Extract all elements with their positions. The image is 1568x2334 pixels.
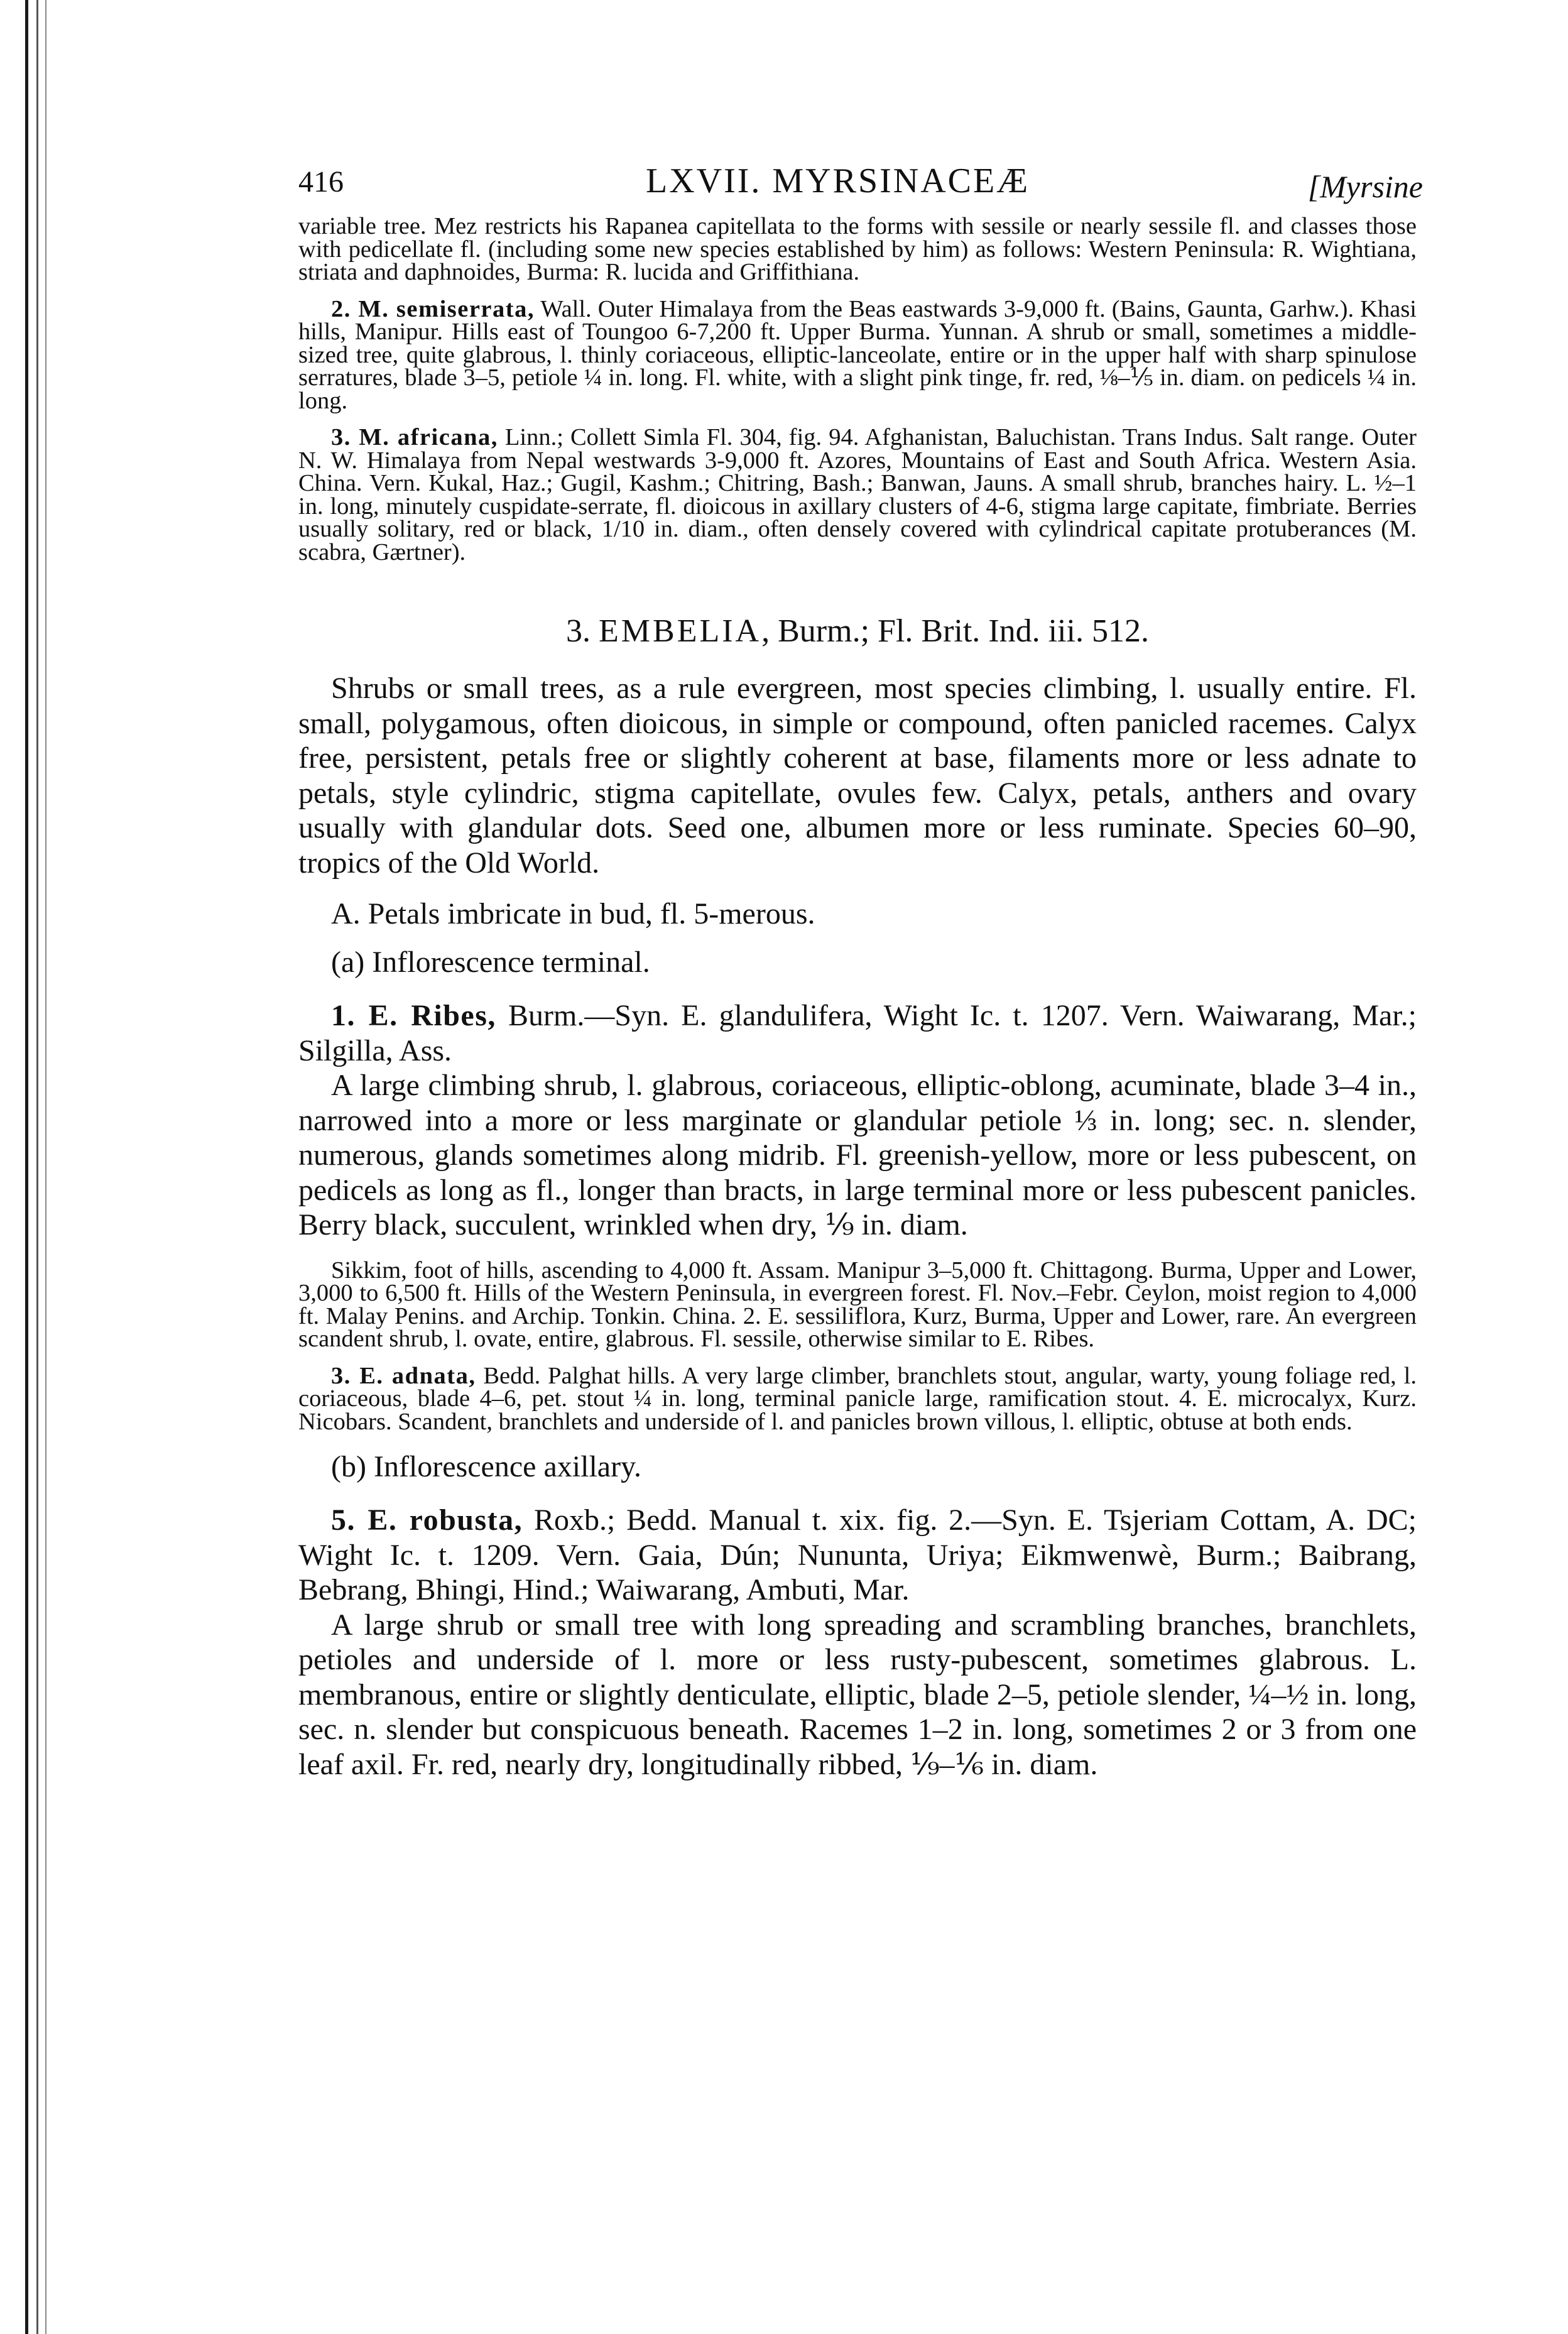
species-distribution-embelia-ribes: Sikkim, foot of hills, ascending to 4,000 ft. Assam. Manipur 3–5,000 ft. Chittagong. Burma, Upper and Lower, 3,000 to 6,500 ft. Hills of the Western Peninsula, in evergreen forest. Fl. Nov.–Febr. Ceylon, moist region to 4,000 ft. Malay Penins. and Archip. Tonkin. China. 2. E. sessiliflora, Kurz, Burma, Upper and Lower, rare. An evergreen scandent shrub, l. ovate, entire, glabrous. Fl. sessile, otherwise similar to E. Ribes. bbox=[298, 1257, 1417, 1352]
running-genus: [Myrsine bbox=[1307, 169, 1423, 204]
species-synonymy: Burm.—Syn. E. glandulifera, Wight Ic. t. 1207. Vern. Waiwarang, Mar.; Silgilla, Ass. bbox=[298, 999, 1417, 1067]
page-body bbox=[298, 146, 1423, 1782]
genus-name: EMBELIA bbox=[599, 613, 762, 649]
key-subsection-b-axillary: (b) Inflorescence axillary. bbox=[331, 1450, 641, 1483]
species-entry-myrsine-africana bbox=[298, 426, 1417, 564]
binding-edge-line bbox=[36, 0, 38, 2334]
running-title: LXVII. MYRSINACEÆ bbox=[646, 161, 1030, 200]
species-text: Bedd. Palghat hills. A very large climber, branchlets stout, angular, warty, young foliage red, l. coriaceous, blade 4–6, pet. stout ¼ in. long, terminal panicle large, ramification stout. 4. E. microcalyx, Kurz. Nicobars. Scandent, branchlets and underside of l. and panicles brown villous, l. elliptic, obtuse at both ends. bbox=[298, 1362, 1417, 1435]
key-section-a: A. Petals imbricate in bud, fl. 5-merous. bbox=[331, 897, 815, 930]
species-description-embelia-robusta: A large shrub or small tree with long spreading and scrambling branches, branchlets, petioles and underside of l. more or less rusty-pubescent, sometimes glabrous. L. membranous, entire or slightly denticulate, elliptic, blade 2–5, petiole slender, ¼–½ in. long, sec. n. slender but conspicuous beneath. Racemes 1–2 in. long, sometimes 2 or 3 from one leaf axil. Fr. red, nearly dry, longitudinally ribbed, ⅑–⅙ in. diam. bbox=[298, 1608, 1417, 1781]
running-header bbox=[298, 146, 1423, 215]
genus-number: 3. bbox=[566, 613, 599, 649]
binding-edge-shadow bbox=[25, 0, 28, 2334]
species-entry-embelia-robusta bbox=[298, 1503, 1417, 1608]
species-name: 5. E. robusta, bbox=[331, 1503, 523, 1537]
genus-citation: , Burm.; Fl. Brit. Ind. iii. 512. bbox=[761, 613, 1149, 649]
key-subsection-a-terminal: (a) Inflorescence terminal. bbox=[331, 946, 650, 979]
species-description-embelia-ribes: A large climbing shrub, l. glabrous, coriaceous, elliptic-oblong, acuminate, blade 3–4 in., narrowed into a more or less marginate or glandular petiole ⅓ in. long; sec. n. slender, numerous, glands sometimes along midrib. Fl. greenish-yellow, more or less pubescent, on pedicels as long as fl., longer than bracts, in large terminal more or less pubescent panicles. Berry black, succulent, wrinkled when dry, ⅑ in. diam. bbox=[298, 1069, 1417, 1241]
species-text: Wall. Outer Himalaya from the Beas eastwards 3-9,000 ft. (Bains, Gaunta, Garhw.). Khasi hills, Manipur. Hills east of Toungoo 6-7,200 ft. Upper Burma. Yunnan. A shrub or small, sometimes a middle-sized tree, quite glabrous, l. thinly coriaceous, elliptic-lanceolate, entire or in the upper half with sharp spinulose serratures, blade 3–5, petiole ¼ in. long. Fl. white, with a slight pink tinge, fr. red, ⅛–⅕ in. diam. on pedicels ¼ in. long. bbox=[298, 295, 1417, 414]
species-name: 1. E. Ribes, bbox=[331, 999, 496, 1032]
myrsine-continuation-paragraph: variable tree. Mez restricts his Rapanea capitellata to the forms with sessile or nearly sessile fl. and classes those with pedicellate fl. (including some new species established by him) as follows: Western Peninsula: R. Wightiana, striata and daphnoides, Burma: R. lucida and Griffithiana. bbox=[298, 213, 1417, 285]
species-entry-myrsine-semiserrata bbox=[298, 295, 1417, 414]
page-number: 416 bbox=[298, 165, 344, 199]
species-entry-embelia-ribes bbox=[298, 998, 1417, 1068]
species-text: Linn.; Collett Simla Fl. 304, fig. 94. Afghanistan, Baluchistan. Trans Indus. Salt range. Outer N. W. Himalaya from Nepal westwards 3-9,000 ft. Azores, Mountains of East and South Africa. Western Asia. China. Vern. Kukal, Haz.; Gugil, Kashm.; Chitring, Bash.; Banwan, Jauns. A small shrub, branches hairy. L. ½–1 in. long, minutely cuspidate-serrate, fl. dioicous in axillary clusters of 4-6, stigma large capitate, fimbriate. Berries usually solitary, red or black, 1/10 in. diam., often densely covered with cylindrical capitate protuberances (M. scabra, Gærtner). bbox=[298, 424, 1417, 565]
species-entry-embelia-adnata bbox=[298, 1362, 1417, 1435]
species-synonymy: Roxb.; Bedd. Manual t. xix. fig. 2.—Syn. E. Tsjeriam Cottam, A. DC; Wight Ic. t. 1209. Vern. Gaia, Dún; Nununta, Uriya; Eikmwenwè, Burm.; Baibrang, Bebrang, Bhingi, Hind.; Waiwarang, Ambuti, Mar. bbox=[298, 1503, 1417, 1606]
genus-heading bbox=[298, 613, 1417, 650]
species-name: 3. E. adnata, bbox=[331, 1362, 476, 1389]
genus-description: Shrubs or small trees, as a rule evergreen, most species climbing, l. usually entire. Fl. small, polygamous, often dioicous, in simple or compound, often panicled racemes. Calyx free, persistent, petals free or slightly coherent at base, filaments more or less adnate to petals, style cylindric, stigma capitellate, ovules few. Calyx, petals, anthers and ovary usually with glandular dots. Seed one, albumen more or less ruminate. Species 60–90, tropics of the Old World. bbox=[298, 672, 1417, 880]
binding-edge-line-faint bbox=[45, 0, 46, 2334]
species-name: 2. M. semiserrata, bbox=[331, 295, 535, 322]
species-name: 3. M. africana, bbox=[331, 424, 498, 450]
